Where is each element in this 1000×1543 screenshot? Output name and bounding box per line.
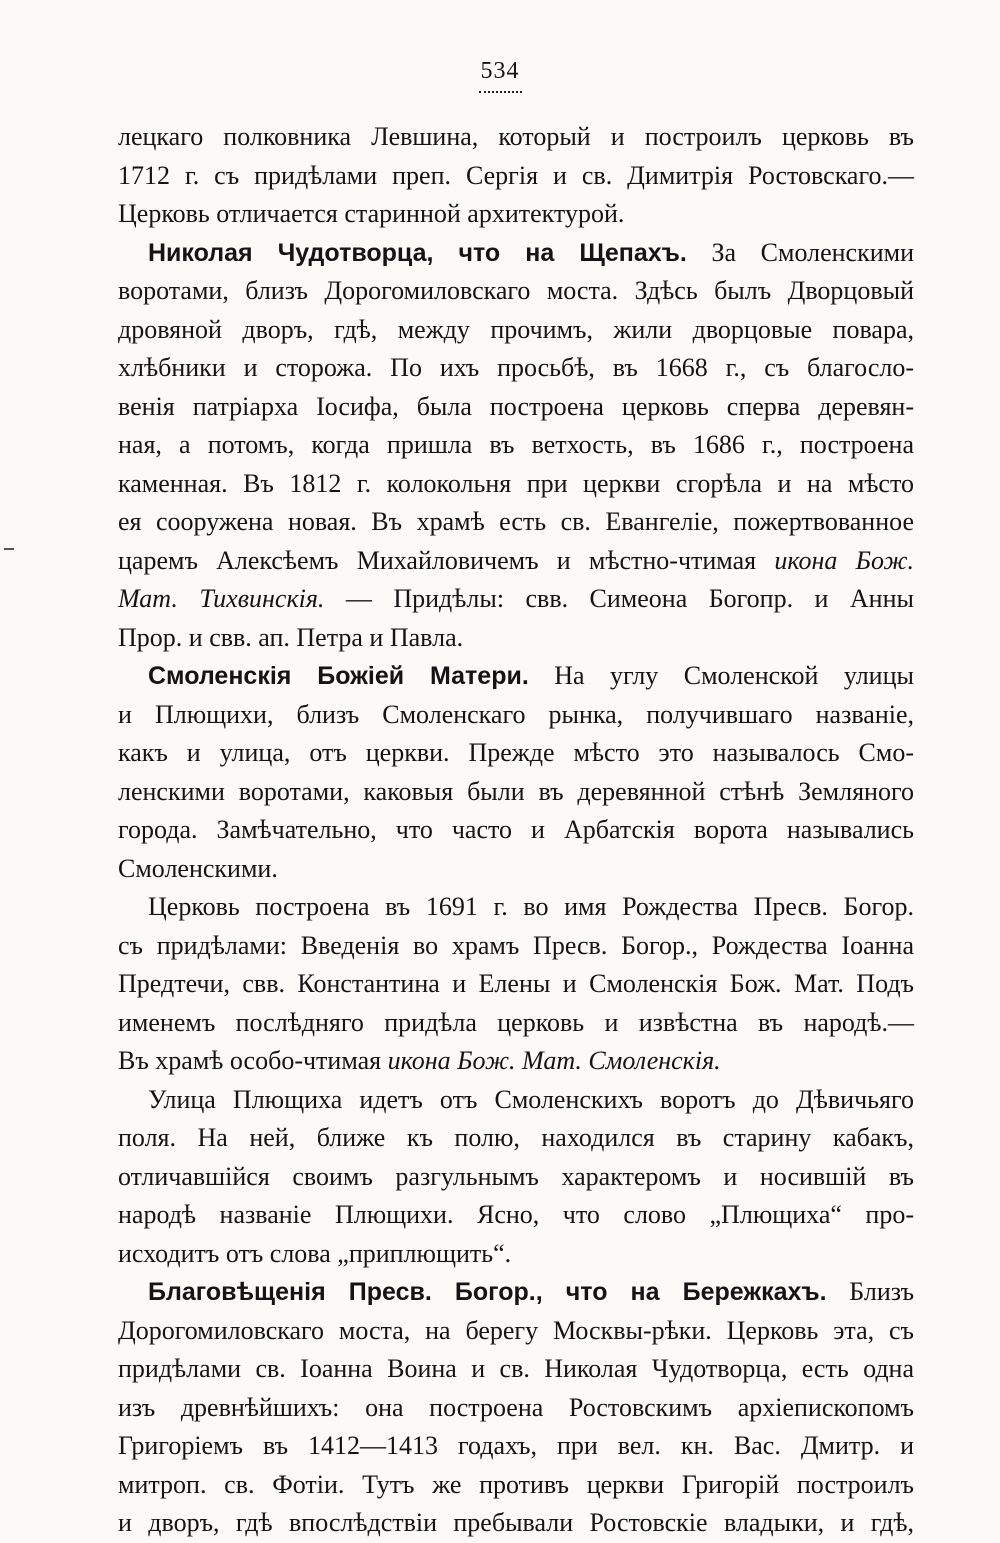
section-heading: Благовѣщенія Пресв. Богор., что на Бережкахъ. [148, 1278, 827, 1306]
line-text: ная, а потомъ, когда пришла въ ветхость, въ 1686 г., построена [118, 430, 914, 459]
line-text: народѣ названіе Плющихи. Ясно, что слово „Плющиха“ про- [118, 1200, 914, 1229]
line-text: Смоленскими. [118, 853, 278, 883]
text-line [118, 1158, 914, 1197]
line-text: каменная. Въ 1812 г. колокольня при церкви сгорѣла и на мѣсто [118, 468, 914, 498]
line-text: дровяной дворъ, гдѣ, между прочимъ, жили дворцовые повара, [118, 314, 914, 344]
text-line [118, 580, 914, 619]
line-text: и Плющихи, близъ Смоленскаго рынка, получившаго названіе, [118, 699, 914, 729]
line-text: Церковь построена въ 1691 г. во имя Рождества Пресв. Богор. [148, 892, 914, 921]
line-text: изъ древнѣйшихъ: она построена Ростовскимъ архіепископомъ [118, 1392, 914, 1422]
text-line [118, 542, 914, 581]
text-line [118, 1119, 914, 1158]
line-text: Дорогомиловскаго моста, на берегу Москвы-рѣки. Церковь эта, съ [118, 1315, 914, 1345]
line-text: За Смоленскими [686, 237, 914, 267]
italic-text: Мат. Тихвинскія. [118, 584, 325, 613]
line-text: Въ храмѣ особо-чтимая [118, 1046, 388, 1075]
line-text: воротами, близъ Дорогомиловскаго моста. Здѣсь былъ Дворцовый [118, 276, 914, 305]
text-line [118, 465, 914, 504]
text-line [118, 503, 914, 542]
line-text: царемъ Алексѣемъ Михайловичемъ и мѣстно-чтимая [118, 545, 775, 575]
text-line [118, 696, 914, 735]
text-line [118, 888, 914, 927]
text-line [118, 811, 914, 850]
line-text: исходитъ отъ слова „приплющить“. [118, 1238, 512, 1268]
text-line [118, 619, 914, 658]
text-line [118, 734, 914, 773]
text-line [118, 426, 914, 465]
line-text: — Придѣлы: свв. Симеона Богопр. и Анны [324, 584, 914, 613]
text-line [118, 1042, 914, 1081]
text-line [118, 773, 914, 812]
line-text: ея сооружена новая. Въ храмѣ есть св. Евангеліе, пожертвованное [118, 507, 914, 536]
line-text: Церковь отличается старинной архитектурой. [118, 199, 625, 228]
line-text: митроп. св. Фотіи. Тутъ же противъ церкви Григорій построилъ [118, 1469, 914, 1499]
line-text: именемъ послѣдняго придѣла церковь и извѣстна въ народѣ.— [118, 1007, 914, 1037]
page-number: 534 [0, 58, 1000, 93]
line-text: На углу Смоленской улицы [528, 661, 914, 690]
line-text: Улица Плющиха идетъ отъ Смоленскихъ воротъ до Дѣвичьяго [148, 1084, 914, 1114]
line-text: ленскими воротами, каковыя были въ деревянной стѣнѣ Земляного [118, 776, 914, 806]
line-text: 1712 г. съ придѣлами преп. Сергія и св. Димитрія Ростовскаго.— [118, 160, 914, 190]
margin-mark [4, 548, 14, 550]
text-line [118, 1350, 914, 1389]
text-line [118, 195, 914, 234]
text-line [118, 1504, 914, 1543]
text-line [118, 850, 914, 889]
text-line [118, 349, 914, 388]
section-heading: Смоленскія Божіей Матери. [148, 662, 529, 690]
line-text: и дворъ, гдѣ впослѣдствіи пребывали Ростовскіе владыки, и гдѣ, [118, 1508, 914, 1537]
text-line [118, 1004, 914, 1043]
line-text: какъ и улица, отъ церкви. Прежде мѣсто это называлось Смо- [118, 738, 914, 767]
text-line [118, 234, 914, 273]
italic-text: икона Бож. Мат. Смоленскія. [387, 1046, 721, 1075]
line-text: города. Замѣчательно, что часто и Арбатскія ворота назывались [118, 815, 914, 844]
text-line [118, 1196, 914, 1235]
line-text: венія патріарха Іосифа, была построена церковь сперва деревян- [118, 391, 914, 421]
line-text: отличавшійся своимъ разгульнымъ характеромъ и носившій въ [118, 1161, 914, 1191]
text-line [118, 927, 914, 966]
text-line [118, 272, 914, 311]
text-line [118, 1427, 914, 1466]
line-text: поля. На ней, ближе къ полю, находился въ старину кабакъ, [118, 1123, 914, 1152]
text-line [118, 388, 914, 427]
text-line [118, 657, 914, 696]
text-line [118, 1312, 914, 1351]
line-text: съ придѣлами: Введенія во храмъ Пресв. Богор., Рождества Іоанна [118, 930, 914, 960]
text-line [118, 1235, 914, 1274]
line-text: придѣлами св. Іоанна Воина и св. Николая Чудотворца, есть одна [118, 1354, 914, 1383]
section-heading: Николая Чудотворца, что на Щепахъ. [148, 238, 687, 267]
text-line [118, 1081, 914, 1120]
line-text: Предтечи, свв. Константина и Елены и Смоленскія Бож. Мат. Подъ [118, 969, 914, 998]
text-line [118, 1273, 914, 1312]
line-text: Прор. и свв. ап. Петра и Павла. [118, 622, 464, 652]
line-text: хлѣбники и сторожа. По ихъ просьбѣ, въ 1668 г., съ благосло- [118, 353, 914, 382]
line-text: Близъ [826, 1277, 915, 1306]
text-line [118, 157, 914, 196]
body-text [118, 118, 914, 1543]
text-line [118, 1389, 914, 1428]
text-line [118, 965, 914, 1004]
line-text: лецкаго полковника Левшина, который и построилъ церковь въ [118, 122, 914, 151]
line-text: Григоріемъ въ 1412—1413 годахъ, при вел. кн. Вас. Дмитр. и [118, 1431, 914, 1460]
text-line [118, 311, 914, 350]
italic-text: икона Бож. [774, 545, 915, 575]
text-line [118, 118, 914, 157]
